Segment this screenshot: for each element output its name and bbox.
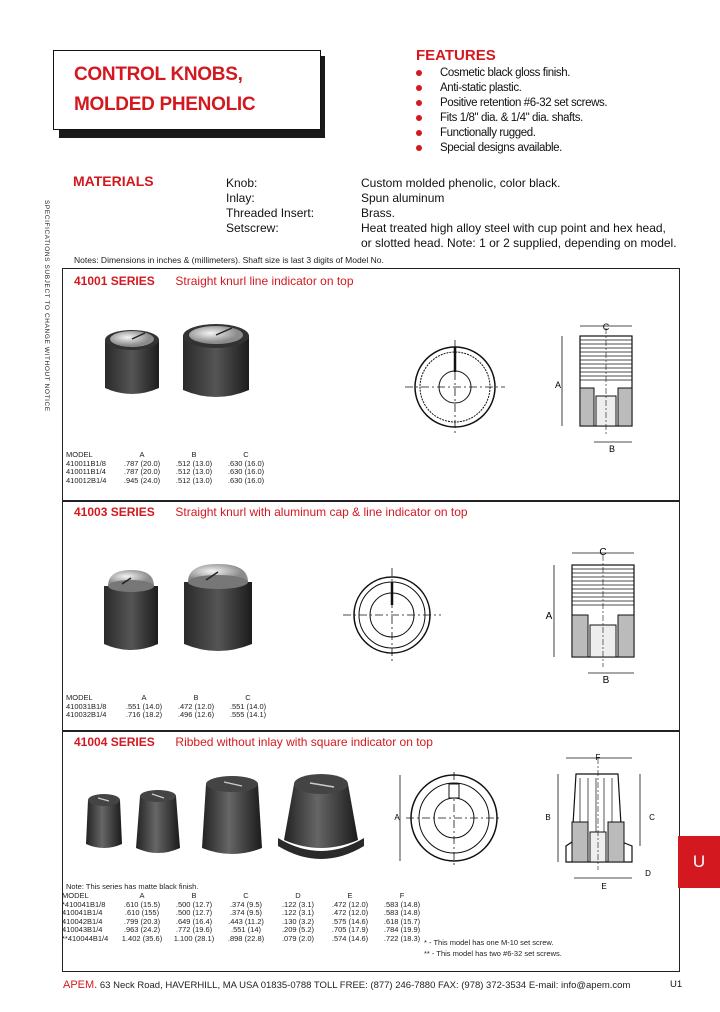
series-41003-side-view: [540, 545, 650, 695]
footnote: ** - This model has two #6-32 set screws.: [424, 949, 562, 958]
page-number: U1: [670, 979, 683, 990]
dim-label: A: [545, 611, 553, 622]
series-41001-table: [66, 451, 272, 485]
series-41003-top-view: [335, 560, 445, 670]
series-41004-side-view: [536, 752, 666, 892]
table-row: 410012B1/4 .945 (24.0) .512 (13.0) .630 (16.0): [66, 475, 265, 485]
table-row: 410043B1/4 .963 (24.2) .772 (19.6) .551 (14) .209 (5.2) .705 (17.9) .784 (19.9): [62, 925, 421, 935]
series-name: 41001 SERIES: [74, 274, 155, 288]
dim-label: B: [602, 675, 610, 686]
feature-item: Fits 1/8" dia. & 1/4" dia. shafts.: [416, 111, 607, 126]
dim-label: A: [554, 380, 562, 390]
table-row: 410032B1/4 .716 (18.2) .496 (12.6) .555 (14.1): [66, 710, 267, 720]
materials-heading: MATERIALS: [73, 173, 154, 189]
knob-large-photo: [183, 324, 249, 397]
series-41004-knob-photos: [76, 764, 376, 864]
series-name: 41003 SERIES: [74, 505, 155, 519]
dim-label: D: [645, 869, 651, 878]
table-header-row: MODEL A B C: [66, 693, 251, 702]
table-row: 410042B1/4 .799 (20.3) .649 (16.4) .443 (11.2) .130 (3.2) .575 (14.6) .618 (15.7): [62, 916, 421, 926]
series-41004-table-note: Note: This series has matte black finish.: [66, 882, 199, 891]
dim-label: A: [394, 813, 400, 822]
knob-ribbed-1-photo: [86, 794, 122, 848]
features-heading: FEATURES: [416, 47, 496, 64]
table-row: 410011B1/8 .787 (20.0) .512 (13.0) .630 (16.0): [66, 458, 265, 468]
side-disclaimer: SPECIFICATIONS SUBJECT TO CHANGE WITHOUT NOTICE: [43, 200, 50, 412]
brand-name: APEM.: [63, 979, 98, 991]
bullet-icon: [416, 115, 422, 121]
series-description: Ribbed without inlay with square indicator on top: [175, 735, 433, 749]
series-description: Straight knurl with aluminum cap & line indicator on top: [175, 505, 468, 519]
dim-label: F: [595, 753, 601, 762]
dim-label: B: [608, 444, 616, 454]
feature-item: Anti-static plastic.: [416, 81, 607, 96]
series-41001-header: [74, 274, 354, 288]
table-row: **410044B1/4 1.402 (35.6) 1.100 (28.1) .898 (22.8) .079 (2.0) .574 (14.6) .722 (18.3): [62, 933, 421, 943]
materials-label: Setscrew:: [226, 221, 279, 235]
knob-ribbed-3-photo: [202, 776, 262, 854]
knob-small-photo: [105, 330, 159, 394]
series-41004-header: [74, 735, 433, 749]
materials-label: Inlay:: [226, 191, 255, 205]
footer: [63, 979, 630, 991]
table-row: 410011B1/4 .787 (20.0) .512 (13.0) .630 (16.0): [66, 467, 265, 477]
title-line-1: CONTROL KNOBS,: [74, 64, 243, 85]
dim-label: E: [601, 882, 607, 891]
bullet-icon: [416, 130, 422, 136]
materials-value: Spun aluminum: [361, 191, 445, 205]
dim-label: C: [602, 322, 610, 332]
bullet-icon: [416, 100, 422, 106]
feature-item: Functionally rugged.: [416, 126, 607, 141]
series-41003-table: [66, 694, 274, 720]
features-list: [416, 66, 607, 156]
series-41003-knob-photos: [98, 560, 258, 660]
materials-value: or slotted head. Note: 1 or 2 supplied, depending on model.: [361, 236, 677, 250]
materials-value: Heat treated high alloy steel with cup point and hex head,: [361, 221, 666, 235]
knob-ribbed-2-photo: [136, 790, 180, 853]
feature-item: Special designs available.: [416, 141, 607, 156]
knob-ribbed-4-photo: [278, 774, 364, 859]
bullet-icon: [416, 85, 422, 91]
series-41003-header: [74, 505, 468, 519]
dimension-note: Notes: Dimensions in inches & (millimeters). Shaft size is last 3 digits of Model No.: [74, 255, 384, 265]
series-41004-top-view: [392, 770, 502, 870]
title-box: [53, 50, 321, 130]
section-tab-u: U: [678, 836, 720, 888]
series-41001-knob-photos: [95, 320, 255, 400]
feature-item: Cosmetic black gloss finish.: [416, 66, 607, 81]
title-line-2: MOLDED PHENOLIC: [74, 94, 256, 115]
table-row: *410041B1/8 .610 (15.5) .500 (12.7) .374 (9.5) .122 (3.1) .472 (12.0) .583 (14.8): [62, 899, 421, 909]
materials-value: Custom molded phenolic, color black.: [361, 176, 561, 190]
footnote: * - This model has one M-10 set screw.: [424, 938, 554, 947]
dim-label: C: [649, 813, 655, 822]
series-description: Straight knurl line indicator on top: [175, 274, 354, 288]
table-row: 410031B1/8 .551 (14.0) .472 (12.0) .551 (14.0): [66, 701, 267, 711]
series-41004-table: [62, 892, 428, 944]
series-41001-side-view: [550, 318, 650, 458]
footer-address: 63 Neck Road, HAVERHILL, MA USA 01835-0788 TOLL FREE: (877) 246-7880 FAX: (978) 372-3534 E-mail: info@apem.com: [97, 980, 631, 991]
materials-label: Knob:: [226, 176, 258, 190]
feature-item: Positive retention #6-32 set screws.: [416, 96, 607, 111]
table-header-row: MODEL A B C D E F: [62, 891, 405, 900]
bullet-icon: [416, 70, 422, 76]
table-row: 410041B1/4 .610 (155) .500 (12.7) .374 (9.5) .122 (3.1) .472 (12.0) .583 (14.8): [62, 908, 421, 918]
materials-value: Brass.: [361, 206, 396, 220]
dim-label: B: [545, 813, 551, 822]
dim-label: C: [599, 547, 607, 558]
bullet-icon: [416, 145, 422, 151]
knob-large-photo: [184, 564, 252, 651]
knob-small-photo: [104, 570, 158, 650]
materials-label: Threaded Insert:: [226, 206, 315, 220]
table-header-row: MODEL A B C: [66, 450, 249, 459]
series-41001-top-view: [400, 332, 510, 442]
series-name: 41004 SERIES: [74, 735, 155, 749]
